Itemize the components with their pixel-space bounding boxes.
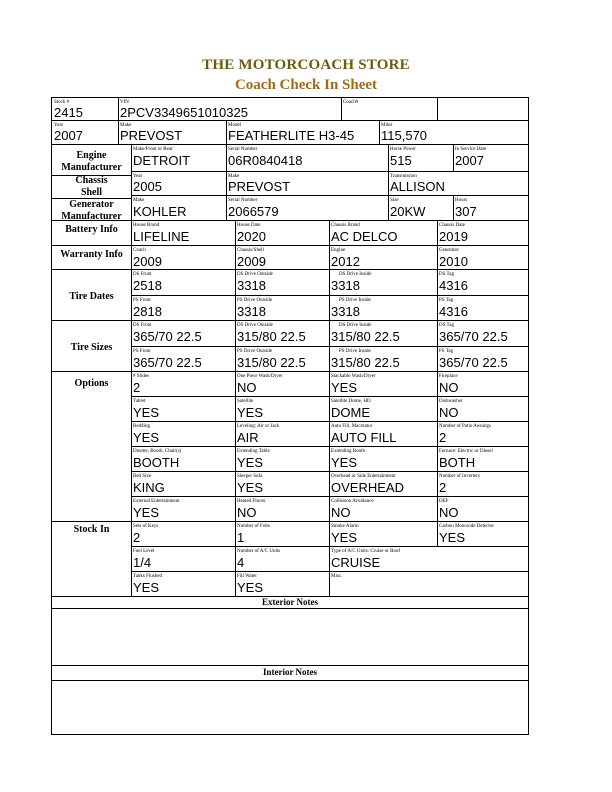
col-divider (131, 144, 132, 596)
generator-hours-value: 307 (455, 204, 477, 219)
col-divider (341, 98, 342, 120)
ps-tag-date-label: PS Tag (439, 298, 454, 303)
col-divider (118, 98, 119, 120)
row-divider (52, 665, 528, 666)
ps-tag-date-value: 4316 (439, 304, 468, 319)
slides-value: 2 (133, 380, 141, 395)
warranty-engine-value: 2012 (331, 254, 360, 269)
ds-tag-size-label: DS Tag (439, 323, 454, 328)
model-value: FEATHERLITE H3-45 (228, 128, 355, 143)
collision-value: NO (331, 505, 351, 520)
engine-service-label: In Service Date (455, 147, 487, 152)
leveling-value: AIR (237, 430, 259, 445)
extending-table-label: Extending Table (237, 449, 270, 454)
entertainment-label: Overhead or Side Entertainment (331, 474, 396, 479)
def-value: NO (439, 505, 459, 520)
exterior-notes-header: Exterior Notes (261, 597, 319, 607)
row-divider (52, 144, 528, 145)
ps-tag-size-label: PS Tag (439, 349, 454, 354)
col-divider (235, 220, 236, 546)
generator-make-label: Make (133, 198, 145, 203)
vin-label: VIN (120, 100, 129, 105)
ps-drive-out-size-value: 315/80 22.5 (237, 355, 306, 370)
ac-type-value: CRUISE (331, 555, 381, 570)
ds-front-size-label: DS Front (133, 323, 152, 328)
ac-type-label: Type of A/C Units: Cruise or Roof (331, 549, 401, 554)
stackable-label: Stackable Wash/Dryer (331, 374, 376, 379)
house-brand-label: House Brand (133, 223, 160, 228)
ds-front-date-label: DS Front (133, 272, 152, 277)
bed-size-label: Bed Size (133, 474, 151, 479)
tire-dates-section-label: Tire Dates (69, 291, 114, 302)
satellite-value: YES (237, 405, 264, 420)
house-date-label: House Date (237, 223, 261, 228)
fuel-level-value: 1/4 (133, 555, 152, 570)
col-divider (329, 220, 330, 571)
options-section-label: Options (74, 378, 109, 389)
row-divider (52, 120, 528, 121)
col-divider (118, 120, 119, 144)
year-label: Year (54, 123, 64, 128)
year-value: 2007 (54, 128, 83, 143)
row-divider (52, 680, 528, 681)
ps-front-date-label: PS Front (133, 298, 151, 303)
chassis-year-label: Year (133, 174, 143, 179)
awnings-label: Number of Patio Awnings (439, 424, 491, 429)
fireplace-label: Fireplace (439, 374, 458, 379)
make-value: PREVOST (120, 128, 183, 143)
fill-water-label: Fill Water (237, 574, 257, 579)
ps-drive-in-size-value: 315/80 22.5 (331, 355, 400, 370)
fuel-level-label: Fuel Level (133, 549, 155, 554)
engine-make-value: DETROIT (133, 153, 191, 168)
misc-label: Misc. (331, 574, 343, 579)
ps-front-date-value: 2818 (133, 304, 162, 319)
col-divider (388, 195, 389, 220)
chassis-brand-value: AC DELCO (331, 229, 398, 244)
tablet-label: Tablet (133, 399, 146, 404)
engine-serial-label: Serial Number (228, 147, 258, 152)
row-divider (52, 245, 528, 246)
ds-drive-out-date-value: 3318 (237, 278, 266, 293)
sleeper-sofa-value: YES (237, 480, 264, 495)
inverters-value: 2 (439, 480, 447, 495)
ds-drive-in-date-value: 3318 (331, 278, 360, 293)
row-divider (52, 269, 528, 270)
miles-value: 115,570 (381, 128, 428, 143)
generator-serial-label: Serial Number (228, 198, 258, 203)
slides-label: # Slides (133, 374, 149, 379)
sleeper-sofa-label: Sleeper Sofa (237, 474, 263, 479)
inverters-label: Number of Inverters (439, 474, 480, 479)
chassis-brand-label: Chassis Brand (331, 223, 360, 228)
col-divider (379, 120, 380, 144)
engine-hp-label: Horse Power (390, 147, 416, 152)
row-divider (52, 521, 528, 522)
transmission-label: Transmission (390, 174, 417, 179)
transmission-value: ALLISON (390, 179, 445, 194)
col-divider (329, 571, 330, 596)
warranty-coach-value: 2009 (133, 254, 162, 269)
warranty-generator-value: 2010 (439, 254, 468, 269)
interior-notes-header: Interior Notes (262, 667, 318, 677)
battery-section-label: Battery Info (65, 224, 118, 235)
stock-in-section-label: Stock In (73, 524, 110, 535)
engine-service-value: 2007 (455, 153, 484, 168)
engine-serial-value: 06R0840418 (228, 153, 303, 168)
fireplace-value: NO (439, 380, 459, 395)
miles-label: Miles (381, 123, 393, 128)
dome-value: DOME (331, 405, 370, 420)
col-divider (226, 120, 227, 144)
col-divider (437, 220, 438, 546)
ps-drive-in-date-value: 3318 (331, 304, 360, 319)
co-detector-value: YES (439, 530, 466, 545)
bed-size-value: KING (133, 480, 165, 495)
extending-booth-value: YES (331, 455, 358, 470)
generator-serial-value: 2066579 (228, 204, 279, 219)
col-divider (453, 144, 454, 171)
col-divider (226, 171, 227, 195)
extending-booth-label: Extending Booth (331, 449, 366, 454)
row-divider (52, 608, 528, 609)
stackable-value: YES (331, 380, 358, 395)
fobs-value: 1 (237, 530, 245, 545)
engine-hp-value: 515 (390, 153, 412, 168)
ds-front-date-value: 2518 (133, 278, 162, 293)
tablet-value: YES (133, 405, 160, 420)
ps-drive-out-size-label: PS Drive Outside (237, 349, 272, 354)
chassis-year-value: 2005 (133, 179, 162, 194)
dishwasher-value: NO (439, 405, 459, 420)
ac-number-value: 4 (237, 555, 245, 570)
sheet-title: Coach Check In Sheet (234, 77, 378, 93)
generator-size-value: 20KW (390, 204, 426, 219)
smoke-alarm-value: YES (331, 530, 358, 545)
smoke-alarm-label: Smoke Alarm (331, 524, 359, 529)
tire-sizes-section-label: Tire Sizes (70, 342, 113, 353)
row-divider (131, 171, 528, 172)
dome-label: Satellite Dome, HD (331, 399, 371, 404)
ps-drive-in-size-label: PS Drive Inside (339, 349, 371, 354)
house-brand-value: LIFELINE (133, 229, 190, 244)
generator-size-label: Size (390, 198, 399, 203)
heated-floors-value: NO (237, 505, 257, 520)
col-divider (453, 195, 454, 220)
external-entertainment-label: External Entertainment (133, 499, 180, 504)
stock-label: Stock # (54, 100, 70, 105)
entertainment-value: OVERHEAD (331, 480, 404, 495)
ps-tag-size-value: 365/70 22.5 (439, 355, 508, 370)
bedding-value: YES (133, 430, 160, 445)
engine-make-label: Make/Front or Rear (133, 147, 173, 152)
heated-floors-label: Heated Floors (237, 499, 266, 504)
chassis-make-label: Make (228, 174, 240, 179)
warranty-engine-label: Engine (331, 248, 346, 253)
warranty-chassis-value: 2009 (237, 254, 266, 269)
ds-drive-in-size-label: DS Drive Inside (339, 323, 372, 328)
stock-value: 2415 (54, 105, 83, 120)
coach-number-label: Coach# (343, 100, 359, 105)
dishwasher-label: Dishwasher (439, 399, 463, 404)
generator-section-label: Generator Manufacturer (61, 199, 122, 222)
ds-drive-out-date-label: DS Drive Outside (237, 272, 273, 277)
row-divider (52, 320, 528, 321)
warranty-chassis-label: Chassis/Shell (237, 248, 264, 253)
ds-drive-in-size-value: 315/80 22.5 (331, 329, 400, 344)
tanks-flushed-value: YES (133, 580, 160, 595)
washer-label: One Piece Wash/Dryer (237, 374, 283, 379)
col-divider (437, 98, 438, 120)
autofill-label: Auto Fill, Macerator (331, 424, 373, 429)
external-entertainment-value: YES (133, 505, 160, 520)
col-divider (226, 195, 227, 220)
chassis-section-label: Chassis Shell (75, 175, 108, 198)
ps-drive-in-date-label: PS Drive Inside (339, 298, 371, 303)
co-detector-label: Carbon Monoxide Detector (439, 524, 494, 529)
furnace-label: Furnace: Electric or Diesel (439, 449, 493, 454)
chassis-make-value: PREVOST (228, 179, 291, 194)
col-divider (388, 171, 389, 195)
washer-value: NO (237, 380, 257, 395)
chassis-date-value: 2019 (439, 229, 468, 244)
ps-front-size-value: 365/70 22.5 (133, 355, 202, 370)
ps-drive-out-date-label: PS Drive Outside (237, 298, 272, 303)
generator-make-value: KOHLER (133, 204, 187, 219)
check-in-form (51, 97, 529, 735)
keys-label: Sets of Keys (133, 524, 159, 529)
def-label: DEF (439, 499, 449, 504)
col-divider (226, 144, 227, 171)
ps-front-size-label: PS Front (133, 349, 151, 354)
ds-tag-date-value: 4316 (439, 278, 468, 293)
bedding-label: Bedding (133, 424, 150, 429)
ps-drive-out-date-value: 3318 (237, 304, 266, 319)
ds-tag-size-value: 365/70 22.5 (439, 329, 508, 344)
ac-number-label: Number of A/C Units (237, 549, 281, 554)
tanks-flushed-label: Tanks Flushed (133, 574, 162, 579)
keys-value: 2 (133, 530, 141, 545)
fill-water-value: YES (237, 580, 264, 595)
warranty-section-label: Warranty Info (60, 249, 123, 260)
col-divider (388, 144, 389, 171)
satellite-label: Satellite (237, 399, 254, 404)
warranty-generator-label: Generator (439, 248, 459, 253)
dinette-value: BOOTH (133, 455, 180, 470)
ds-drive-out-size-label: DS Drive Outside (237, 323, 273, 328)
furnace-value: BOTH (439, 455, 476, 470)
house-date-value: 2020 (237, 229, 266, 244)
extending-table-value: YES (237, 455, 264, 470)
generator-hours-label: Hours (455, 198, 468, 203)
ds-drive-in-date-label: DS Drive Inside (339, 272, 372, 277)
leveling-label: Leveling: Air or Jack (237, 424, 280, 429)
autofill-value: AUTO FILL (331, 430, 397, 445)
ds-tag-date-label: DS Tag (439, 272, 454, 277)
ds-drive-out-size-value: 315/80 22.5 (237, 329, 306, 344)
col-divider (235, 546, 236, 596)
engine-section-label: Engine Manufacturer (61, 150, 122, 173)
store-title: THE MOTORCOACH STORE (202, 57, 410, 73)
collision-label: Collission Avoidance (331, 499, 374, 504)
model-label: Model (228, 123, 242, 128)
awnings-value: 2 (439, 430, 447, 445)
make-label: Make (120, 123, 132, 128)
ds-front-size-value: 365/70 22.5 (133, 329, 202, 344)
row-divider (131, 195, 528, 196)
row-divider (52, 371, 528, 372)
warranty-coach-label: Coach (133, 248, 146, 253)
dinette-label: Dinette, Booth, Chair(s) (133, 449, 182, 454)
chassis-date-label: Chassis Date (439, 223, 465, 228)
vin-value: 2PCV3349651010325 (120, 105, 248, 120)
fobs-label: Number of Fobs (237, 524, 270, 529)
